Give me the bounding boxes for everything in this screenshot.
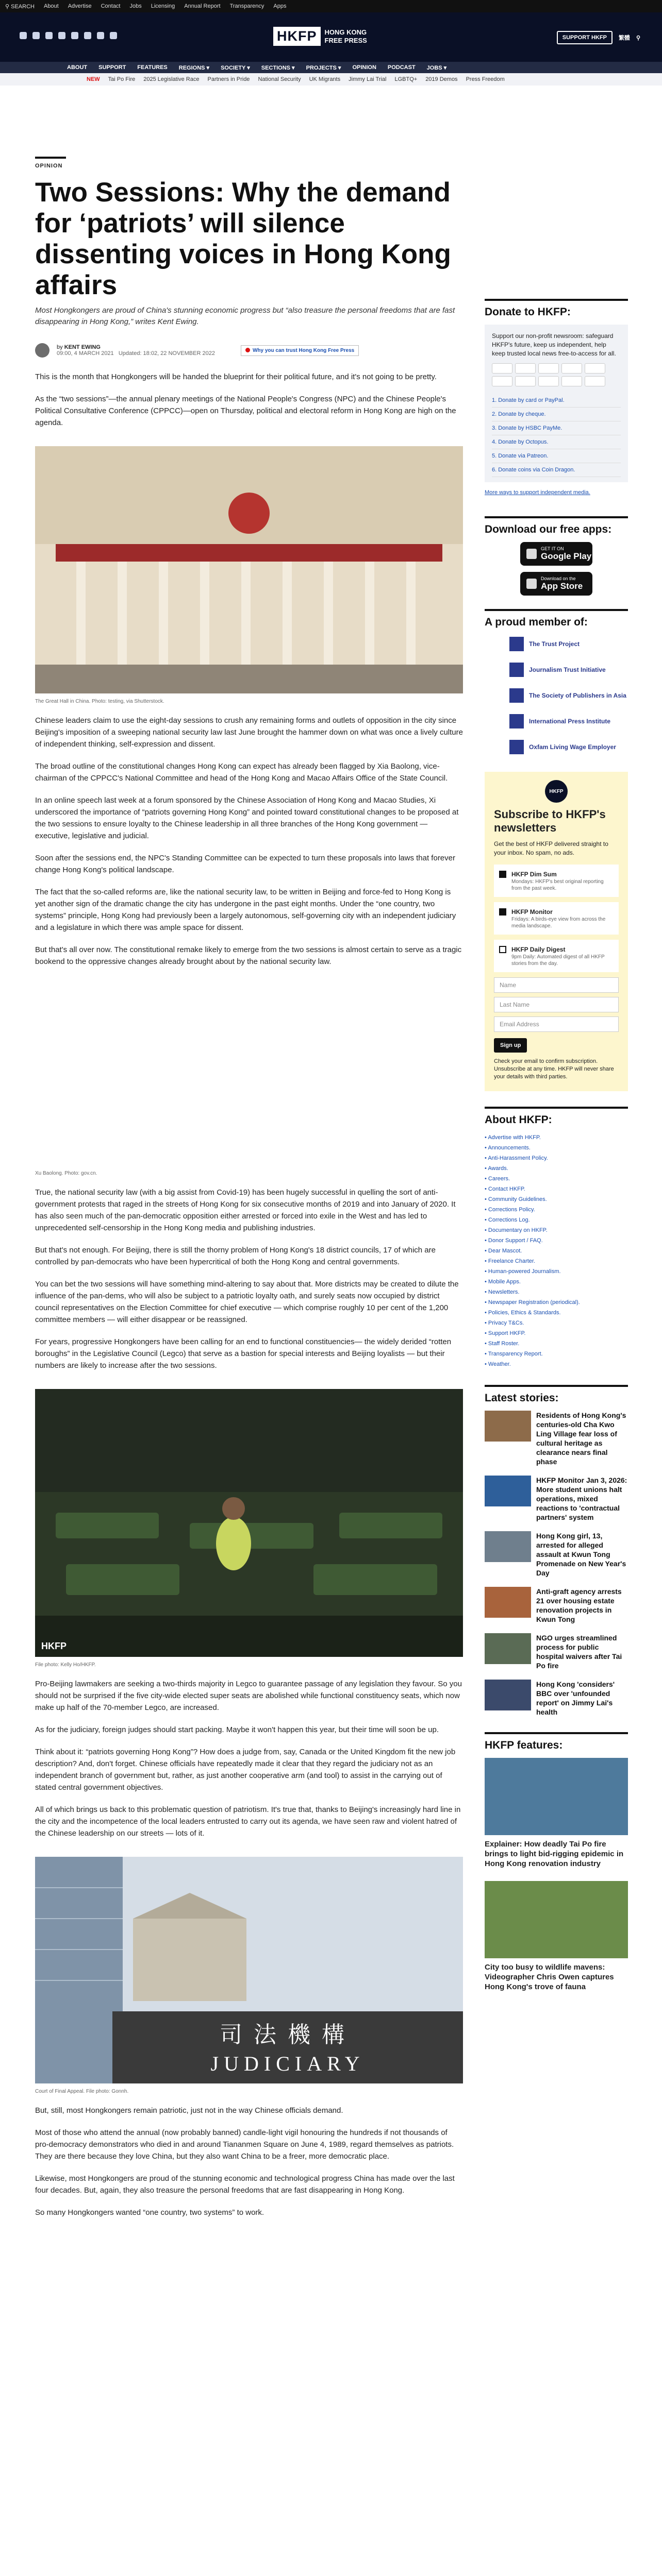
jti-icon xyxy=(509,663,524,677)
nav-podcast[interactable]: PODCAST xyxy=(387,64,416,71)
great-hall-photo xyxy=(35,446,463,693)
latest-heading: Latest stories: xyxy=(485,1385,628,1404)
story-thumbnail xyxy=(485,1411,531,1442)
svg-text:HKFP: HKFP xyxy=(41,1641,67,1651)
topic-link[interactable]: Partners in Pride xyxy=(207,76,250,82)
mastercard-icon xyxy=(492,363,512,374)
topic-link[interactable]: Jimmy Lai Trial xyxy=(349,76,387,82)
paragraph: All of which brings us back to this problematic question of patriotism. It's true that, thanks to Beijing's increasingly hard line in the city and the incompetence of the local leaders entrusted to carry out its agenda, we have seen raw and violent hatred of the Chinese leadership on our streets — lots of it. xyxy=(35,1805,461,1838)
author-name[interactable]: KENT EWING xyxy=(64,344,101,350)
donate-heading: Donate to HKFP: xyxy=(485,299,628,318)
youtube-icon[interactable] xyxy=(71,32,78,39)
latest-story[interactable] xyxy=(485,1633,628,1670)
visa-icon xyxy=(515,363,536,374)
article xyxy=(35,98,463,2229)
about-link[interactable]: • Documentary on HKFP. xyxy=(485,1225,628,1235)
instagram-icon[interactable] xyxy=(45,32,53,39)
top-link-apps[interactable]: Apps xyxy=(273,3,287,9)
about-link[interactable]: • Mobile Apps. xyxy=(485,1277,628,1287)
threads-icon[interactable] xyxy=(58,32,65,39)
about-link[interactable]: • Careers. xyxy=(485,1174,628,1184)
story-thumbnail xyxy=(485,1680,531,1710)
feature-item[interactable] xyxy=(485,1758,628,1869)
first-name-input[interactable]: Name xyxy=(494,977,619,993)
chinese-version-link[interactable]: 繁體 xyxy=(618,35,630,41)
latest-story[interactable] xyxy=(485,1680,628,1717)
latest-story[interactable] xyxy=(485,1587,628,1624)
about-link[interactable]: • Support HKFP. xyxy=(485,1328,628,1338)
story-title: Residents of Hong Kong's centuries-old Cha Kwo Ling Village fear loss of cultural heritage as clearance nears final phase xyxy=(536,1411,626,1466)
about-list xyxy=(485,1132,628,1369)
newsletter-option[interactable] xyxy=(494,902,619,935)
newsletter-note: Check your email to confirm subscription. Unsubscribe at any time. HKFP will never share your details with third parties. xyxy=(494,1058,614,1080)
why-trust-label: Why you can trust Hong Kong Free Press xyxy=(252,347,355,353)
bluesky-icon[interactable] xyxy=(110,32,117,39)
story-thumbnail xyxy=(485,1531,531,1562)
main-navigation xyxy=(0,62,662,73)
feature-item[interactable] xyxy=(485,1881,628,1992)
more-ways-link[interactable]: More ways to support independent media. xyxy=(485,489,590,496)
apple-pay-icon xyxy=(585,363,605,374)
byline xyxy=(35,343,463,358)
app-store-small: Download on the xyxy=(541,576,576,581)
story-thumbnail xyxy=(485,1633,531,1664)
email-input[interactable]: Email Address xyxy=(494,1016,619,1032)
feature-title: Explainer: How deadly Tai Po fire brings to light bid-rigging epidemic in Hong Kong renovation industry xyxy=(485,1840,624,1868)
donate-option[interactable]: 4. Donate by Octopus. xyxy=(492,435,621,449)
paragraph: The broad outline of the constitutional changes Hong Kong can expect has already been flagged by Xia Baolong, vice-chairman of the CPPCC's National Committee and head of the Hong Kong and Macao Affairs Office of the State Council. xyxy=(35,762,448,783)
about-link[interactable]: • Community Guidelines. xyxy=(485,1194,628,1205)
top-utility-bar xyxy=(0,0,662,12)
checkbox[interactable] xyxy=(499,946,506,953)
story-title: Hong Kong 'considers' BBC over 'unfounded report' on Jimmy Lai's health xyxy=(536,1680,615,1716)
newsletter-option[interactable] xyxy=(494,865,619,897)
paragraph: As for the judiciary, foreign judges should start packing. Maybe it won't happen this year, but their time will soon be up. xyxy=(35,1725,439,1734)
top-link-jobs[interactable]: Jobs xyxy=(129,3,142,9)
member-name: International Press Institute xyxy=(529,718,611,725)
xia-baolong-photo xyxy=(35,985,463,1165)
why-trust-link[interactable] xyxy=(241,345,359,356)
about-link[interactable]: • Staff Roster. xyxy=(485,1338,628,1349)
payme-icon xyxy=(515,376,536,386)
paragraph: Think about it: “patriots governing Hong Kong”? How does a judge from, say, Canada or the United Kingdom fit the new job description? And, don't forget. Chinese officials have repeatedly made it clear that they regard the judiciary not as an independent branch of government but, rather, as just another cooperative arm (and tool) to assist in the carrying out of stated central government objectives. xyxy=(35,1748,456,1792)
nav-society[interactable]: SOCIETY ▾ xyxy=(221,64,250,71)
oxfam-icon xyxy=(509,740,524,754)
article-standfirst: Most Hongkongers are proud of China's stunning economic progress but “also treasure the personal freedoms that are fast disappearing in Hong Kong,” writes Kent Ewing. xyxy=(35,306,455,326)
option-name: HKFP Monitor xyxy=(511,908,553,916)
paragraph: Soon after the sessions end, the NPC's Standing Committee can be expected to turn these proposals into laws that forever change Hong Kong's political landscape. xyxy=(35,854,455,874)
donate-box xyxy=(485,325,628,482)
topic-link[interactable]: 2025 Legislative Race xyxy=(143,76,200,82)
about-link[interactable]: • Awards. xyxy=(485,1163,628,1174)
google-play-label: Google Play xyxy=(541,551,592,561)
top-link-transparency[interactable]: Transparency xyxy=(229,3,264,9)
topic-link[interactable]: National Security xyxy=(258,76,301,82)
story-title: HKFP Monitor Jan 3, 2026: More student unions halt operations, mixed reactions to 'contractual partners' system xyxy=(536,1476,627,1521)
logo-text: HONG KONG FREE PRESS xyxy=(324,28,367,44)
story-thumbnail xyxy=(485,1476,531,1506)
trust-badge-icon xyxy=(245,348,250,352)
published-date: 09:00, 4 MARCH 2021 xyxy=(57,350,114,357)
donate-option[interactable]: 3. Donate by HSBC PayMe. xyxy=(492,421,621,435)
topic-link[interactable]: LGBTQ+ xyxy=(394,76,418,82)
paragraph: But that's not enough. For Beijing, there is still the thorny problem of Hong Kong's 18 district councils, 17 of which are controlled by pan-democrats who have been hypercritical of both the Hong Kong and central governments. xyxy=(35,1246,436,1266)
nav-support[interactable]: SUPPORT xyxy=(98,64,126,71)
sidebar xyxy=(485,299,628,2004)
member-logo[interactable] xyxy=(509,686,628,705)
topic-link[interactable]: Tai Po Fire xyxy=(108,76,136,82)
paragraph: Pro-Beijing lawmakers are seeking a two-thirds majority in Legco to guarantee passage of any legislation they favour. So you should not be surprised if the five city-wide elected super seats are abolished while functional constituency seats, which now make up half of the 70-member Legco, are increased. xyxy=(35,1680,462,1712)
nav-sections[interactable]: SECTIONS ▾ xyxy=(261,64,295,71)
payment-methods xyxy=(492,363,621,386)
apps-heading: Download our free apps: xyxy=(485,516,628,536)
member-logo[interactable] xyxy=(509,712,628,731)
google-pay-icon xyxy=(492,376,512,386)
option-name: HKFP Daily Digest xyxy=(511,946,566,953)
article-category[interactable]: OPINION xyxy=(35,163,63,169)
paragraph: True, the national security law (with a big assist from Covid-19) has been hugely successful in quelling the sort of anti-government protests that raged in the streets of Hong Kong for six consecutive months of 2019 and into January of 2020. It has also seen much of the pan-democratic opposition either arrested or forced into exile in the West and has led to unprecedented self-censorship in the Hong Kong media and publishing industries. xyxy=(35,1188,456,1232)
app-store-label: App Store xyxy=(541,581,583,591)
amex-icon xyxy=(538,363,559,374)
topic-bar xyxy=(0,73,662,86)
paragraph: Most of those who attend the annual (now probably banned) candle-light vigil honouring the hundreds if not thousands of pro-democracy demonstrators who died in and around Tiananmen Square on June 4, 1989, regard themselves as patriots. They are there because they love China, but they also want China to be a freer, more democratic place. xyxy=(35,2128,454,2161)
facebook-icon[interactable] xyxy=(32,32,40,39)
checkbox[interactable] xyxy=(499,908,506,916)
about-link[interactable]: • Privacy T&Cs. xyxy=(485,1318,628,1328)
trust-project-icon xyxy=(509,637,524,651)
photo-caption: File photo: Kelly Ho/HKFP. xyxy=(35,1662,96,1668)
features-heading: HKFP features: xyxy=(485,1732,628,1752)
about-link[interactable]: • Newsletters. xyxy=(485,1287,628,1297)
court-of-final-appeal-photo xyxy=(35,1857,463,2083)
paragraph: But that's all over now. The constitutional remake likely to emerge from the two sessions is almost certain to serve as a tragic bookend to the oppressive changes already brought about by the national security law. xyxy=(35,945,462,966)
paragraph: So many Hongkongers wanted “one country, two systems” to work. xyxy=(35,2208,264,2217)
option-name: HKFP Dim Sum xyxy=(511,871,557,878)
story-title: NGO urges streamlined process for public hospital waivers after Tai Po fire xyxy=(536,1634,622,1670)
bank-icon xyxy=(585,376,605,386)
donate-option[interactable]: 5. Donate via Patreon. xyxy=(492,449,621,463)
photo-caption: The Great Hall in China. Photo: testing, via Shutterstock. xyxy=(35,699,164,704)
patreon-icon xyxy=(561,376,582,386)
newsletter-logo: HKFP xyxy=(545,780,568,803)
topic-link[interactable]: UK Migrants xyxy=(309,76,341,82)
about-link[interactable]: • Transparency Report. xyxy=(485,1349,628,1359)
member-name: Journalism Trust Initiative xyxy=(529,666,606,673)
member-name: The Society of Publishers in Asia xyxy=(529,692,626,699)
court-sign-chinese: 司法機構 xyxy=(220,2022,356,2048)
about-link[interactable]: • Newspaper Registration (periodical). xyxy=(485,1297,628,1308)
donate-option[interactable]: 1. Donate by card or PayPal. xyxy=(492,394,621,408)
linkedin-icon[interactable] xyxy=(84,32,91,39)
google-play-badge[interactable] xyxy=(520,542,592,566)
paragraph: But, still, most Hongkongers remain patriotic, just not in the way Chinese officials demand. xyxy=(35,2106,343,2115)
about-link[interactable]: • Announcements. xyxy=(485,1143,628,1153)
paragraph: Chinese leaders claim to use the eight-day sessions to crush any remaining forms and outlets of opposition in the city since Beijing's imposition of a sweeping national security law last June brought the hammer down on what was once a lively culture of independent thinking, self-expression and dissent. xyxy=(35,716,463,749)
article-title: Two Sessions: Why the demand for ‘patriots’ will silence dissenting voices in Hong Kong affairs xyxy=(35,177,451,300)
mastodon-icon[interactable] xyxy=(97,32,104,39)
option-description: 9pm Daily: Automated digest of all HKFP stories from the day. xyxy=(511,954,605,967)
option-description: Mondays: HKFP's best original reporting from the past week. xyxy=(511,879,604,891)
newsletter-description: Get the best of HKFP delivered straight to your inbox. No spam, no ads. xyxy=(494,840,608,856)
photo-caption: Xu Baolong. Photo: gov.cn. xyxy=(35,1171,97,1176)
top-link-advertise[interactable]: Advertise xyxy=(68,3,92,9)
member-logo[interactable] xyxy=(509,738,628,756)
feature-title: City too busy to wildlife mavens: Videographer Chris Owen captures Hong Kong's trove of fauna xyxy=(485,1963,614,1991)
story-thumbnail xyxy=(485,1587,531,1618)
kicker-rule xyxy=(35,157,66,159)
member-heading: A proud member of: xyxy=(485,609,628,629)
about-link[interactable]: • Corrections Log. xyxy=(485,1215,628,1225)
member-logo[interactable] xyxy=(509,635,628,653)
top-link-about[interactable]: About xyxy=(43,3,59,9)
masthead-actions xyxy=(557,31,640,44)
author-avatar xyxy=(35,343,49,358)
about-link[interactable]: • Freelance Charter. xyxy=(485,1256,628,1266)
nav-projects[interactable]: PROJECTS ▾ xyxy=(306,64,341,71)
legco-photo xyxy=(35,1389,463,1657)
newsletter-box xyxy=(485,772,628,1091)
about-link[interactable]: • Donor Support / FAQ. xyxy=(485,1235,628,1246)
top-link-contact[interactable]: Contact xyxy=(101,3,121,9)
masthead xyxy=(0,12,662,62)
about-link[interactable]: • Corrections Policy. xyxy=(485,1205,628,1215)
ipi-icon xyxy=(509,714,524,728)
paragraph: The fact that the so-called reforms are, like the national security law, to be written in Beijing and force-fed to Hong Kong is yet another sign of the dramatic change the city has undergone in the past eight months. Under the “one country, two systems” principle, Hong Kong had previously been a largely autonomous, self-governing city with an independent judiciary and a legislature in which there was ample space for dissent. xyxy=(35,888,456,932)
search-icon[interactable]: ⚲ xyxy=(636,35,640,41)
nav-features[interactable]: FEATURES xyxy=(137,64,168,71)
about-link[interactable]: • Dear Mascot. xyxy=(485,1246,628,1256)
apple-icon xyxy=(526,579,537,589)
paragraph: Likewise, most Hongkongers are proud of the stunning economic and technological progress China has made over the last four decades. But, again, they also treasure the personal freedoms that are fast disappearing in Hong Kong. xyxy=(35,2174,455,2195)
paragraph: You can bet the two sessions will have something mind-altering to say about that. More districts may be created to dilute the influence of the pan-dems, who will also be subject to a patriotic loyalty oath, and surely seats now occupied by district council representatives on the Election Committee for chief executive — which comprise roughly 10 per cent of the 1,200 committee members — will either disappear or be reassigned. xyxy=(35,1280,459,1324)
about-link[interactable]: • Policies, Ethics & Standards. xyxy=(485,1308,628,1318)
octopus-icon xyxy=(538,376,559,386)
latest-story[interactable] xyxy=(485,1476,628,1522)
donate-description: Support our non-profit newsroom: safeguard HKFP's future, keep us independent, help keep trusted local news free-to-access for all. xyxy=(492,332,616,357)
checkbox[interactable] xyxy=(499,871,506,878)
about-link[interactable]: • Advertise with HKFP. xyxy=(485,1132,628,1143)
newsletter-title: Subscribe to HKFP's newsletters xyxy=(494,808,606,834)
about-link[interactable]: • Contact HKFP. xyxy=(485,1184,628,1194)
social-links xyxy=(20,32,117,39)
paragraph: This is the month that Hongkongers will be handed the blueprint for their political future, and it's not going to be pretty. xyxy=(35,372,437,381)
newsletter-option[interactable] xyxy=(494,940,619,972)
site-logo[interactable] xyxy=(273,27,382,46)
author-prefix: by xyxy=(57,344,63,350)
latest-story[interactable] xyxy=(485,1531,628,1578)
search-link[interactable]: ⚲ SEARCH xyxy=(5,3,35,10)
app-store-badge[interactable] xyxy=(520,572,592,596)
topic-link[interactable]: Press Freedom xyxy=(466,76,505,82)
story-title: Hong Kong girl, 13, arrested for alleged assault at Kwun Tong Promenade on New Year's Day xyxy=(536,1532,626,1577)
support-hkfp-button[interactable]: SUPPORT HKFP xyxy=(557,31,613,44)
new-label: NEW xyxy=(87,76,100,82)
nav-opinion[interactable]: OPINION xyxy=(352,64,376,71)
photo-caption: Court of Final Appeal. File photo: Gonnh. xyxy=(35,2089,129,2094)
member-name: The Trust Project xyxy=(529,640,580,648)
about-link[interactable]: • Anti-Harassment Policy. xyxy=(485,1153,628,1163)
option-description: Fridays: A birds-eye view from across the media landscape. xyxy=(511,917,606,929)
top-link-annual-report[interactable]: Annual Report xyxy=(184,3,221,9)
paragraph: As the “two sessions”—the annual plenary meetings of the National People's Congress (NPC) and the Chinese People's Political Consultative Conference (CPPCC)—open on Thursday, political and electoral reform in Hong Kong are high on the agenda. xyxy=(35,395,456,427)
nav-regions[interactable]: REGIONS ▾ xyxy=(178,64,210,71)
google-play-small: GET IT ON xyxy=(541,546,564,551)
updated-date: Updated: 18:02, 22 NOVEMBER 2022 xyxy=(118,350,215,357)
nav-about[interactable]: ABOUT xyxy=(67,64,88,71)
last-name-input[interactable]: Last Name xyxy=(494,997,619,1012)
sign-up-button[interactable]: Sign up xyxy=(494,1038,527,1053)
about-link[interactable]: • Human-powered Journalism. xyxy=(485,1266,628,1277)
logo-mark: HKFP xyxy=(273,27,321,46)
feature-image xyxy=(485,1758,628,1835)
member-name: Oxfam Living Wage Employer xyxy=(529,743,616,751)
twitter-icon[interactable] xyxy=(20,32,27,39)
sopa-icon xyxy=(509,688,524,703)
topic-link[interactable]: 2019 Demos xyxy=(425,76,458,82)
paragraph: For years, progressive Hongkongers have been calling for an end to functional constituencies— the widely derided “rotten boroughs” in the Legislative Council (Legco) that serve as a bastion for special interests and Beijing loyalists — but their numbers are likely to increase after the two sessions. xyxy=(35,1337,452,1370)
about-heading: About HKFP: xyxy=(485,1107,628,1126)
google-play-icon xyxy=(526,549,537,559)
top-link-licensing[interactable]: Licensing xyxy=(151,3,175,9)
member-logo[interactable] xyxy=(509,660,628,679)
feature-image xyxy=(485,1881,628,1958)
paragraph: In an online speech last week at a forum sponsored by the Chinese Association of Hong Kong and Macao Studies, Xi underscored the importance of “patriots governing Hong Kong” and pointed toward constitutional changes to be proposed at the two sessions to ensure loyalty to the Chinese leadership in all three branches of the Hong Kong government — executive, legislative and judicial. xyxy=(35,796,459,840)
court-sign-english: JUDICIARY xyxy=(210,2052,365,2075)
nav-jobs[interactable]: JOBS ▾ xyxy=(426,64,447,71)
donate-option[interactable]: 6. Donate coins via Coin Dragon. xyxy=(492,463,621,477)
paypal-icon xyxy=(561,363,582,374)
about-link[interactable]: • Weather. xyxy=(485,1359,628,1369)
donate-option[interactable]: 2. Donate by cheque. xyxy=(492,408,621,421)
story-title: Anti-graft agency arrests 21 over housing estate renovation projects in Kwun Tong xyxy=(536,1587,622,1623)
latest-story[interactable] xyxy=(485,1411,628,1466)
